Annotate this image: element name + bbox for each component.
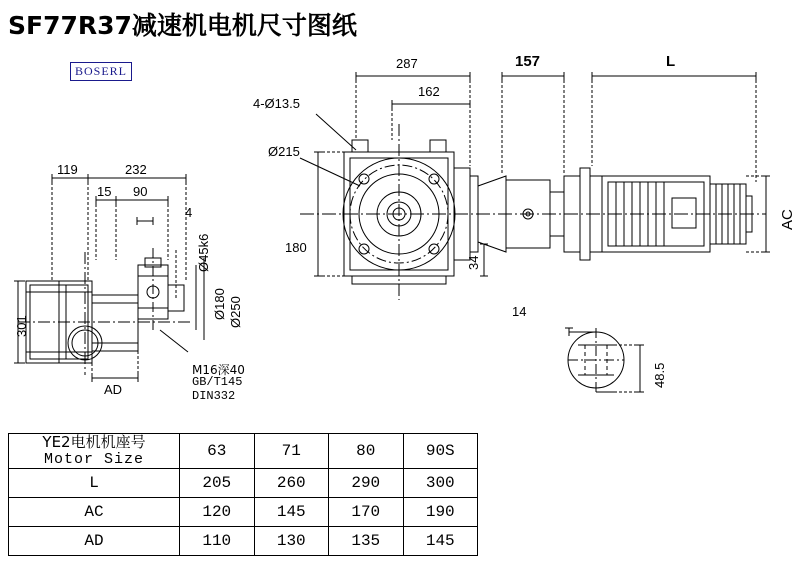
dim-15: 15: [97, 184, 112, 199]
dim-157: 157: [515, 53, 541, 70]
spec-table: [8, 433, 478, 556]
dim-90: 90: [133, 184, 148, 199]
table-header-cell: 71: [254, 434, 329, 469]
dim-diameter-180: Ø180: [212, 288, 227, 320]
dim-AD: AD: [104, 382, 123, 397]
table-cell: 145: [403, 527, 478, 556]
page-title: SF77R37减速机电机尺寸图纸: [8, 11, 357, 40]
table-cell: 135: [329, 527, 404, 556]
table-row: [9, 527, 478, 556]
table-cell: 290: [329, 469, 404, 498]
dim-4: 4: [185, 205, 193, 220]
dim-232: 232: [125, 162, 147, 177]
table-cell: 300: [403, 469, 478, 498]
dim-14: 14: [512, 304, 527, 319]
dim-180: 180: [285, 240, 307, 255]
row-label: AD: [9, 527, 180, 556]
dim-287: 287: [396, 56, 418, 71]
table-row: [9, 469, 478, 498]
dim-119: 119: [57, 162, 78, 177]
dim-diameter-45k6: Ø45k6: [196, 233, 211, 272]
dim-diameter-250: Ø250: [228, 296, 243, 328]
table-cell: 190: [403, 498, 478, 527]
note-din332: DIN332: [192, 389, 236, 403]
row-label: AC: [9, 498, 180, 527]
header-latin: Motor Size: [43, 451, 144, 468]
dim-L: L: [666, 53, 676, 70]
table-cell: 260: [254, 469, 329, 498]
table-row: [9, 498, 478, 527]
table-cell: 130: [254, 527, 329, 556]
table-header-cell: 90S: [403, 434, 478, 469]
dim-34: 34: [466, 255, 481, 270]
dim-4x13-5: 4-Ø13.5: [253, 96, 300, 111]
table-cell: 170: [329, 498, 404, 527]
dim-48-5: 48.5: [652, 362, 667, 388]
table-header-cell: 63: [180, 434, 255, 469]
row-label: L: [9, 469, 180, 498]
note-gbt145: GB/T145: [192, 375, 243, 389]
table-cell: 120: [180, 498, 255, 527]
table-header-cell: 80: [329, 434, 404, 469]
table-cell: 205: [180, 469, 255, 498]
table-header-motor-size: [9, 434, 180, 469]
dim-162: 162: [418, 84, 440, 99]
table-cell: 110: [180, 527, 255, 556]
dim-AC: AC: [779, 209, 796, 230]
logo-badge: BOSERL: [70, 62, 132, 81]
header-cjk: YE2电机机座号: [42, 433, 146, 451]
dim-diameter-215: Ø215: [268, 144, 300, 159]
table-header-row: [9, 434, 478, 469]
table-cell: 145: [254, 498, 329, 527]
dim-301: 301: [14, 315, 29, 337]
note-m16: M16深40: [192, 363, 245, 377]
